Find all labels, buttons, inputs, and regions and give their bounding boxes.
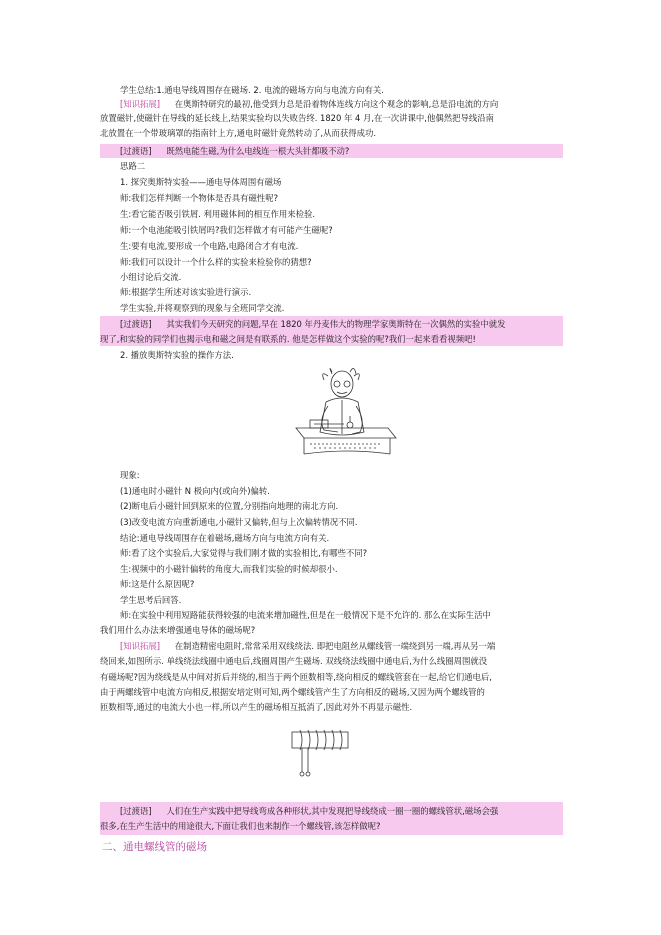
paragraph-text: 在制造精密电阻时,常常采用双线绕法. 即把电阻丝从螺线管一端绕到另一端,再从另一端 [174,641,496,651]
transition-line-1 [120,145,349,157]
dialogue-line: 师:这是什么原因呢? [120,579,195,589]
dialogue-line: 小组讨论后交流. [120,272,182,282]
transition-line-3 [120,805,498,817]
approach-two-heading: 思路二 [120,161,146,171]
paragraph-text: 其实我们今天研究的问题,早在 1820 年丹麦伟大的物理学家奥斯特在一次偶然的实验中就发 [166,319,506,329]
paragraph-text: 匝数相等,通过的电流大小也一样,所以产生的磁场相互抵消了,因此对外不再显示磁性. [100,702,413,712]
phenomenon-heading: 现象: [120,470,140,480]
student-summary-line: 学生总结:1.通电导线周围存在磁场. 2. 电流的磁场方向与电流方向有关. [120,85,384,95]
section-heading: 二、通电螺线管的磁场 [102,841,207,853]
paragraph-text: 现了,和实验的同学们也揭示电和磁之间是有联系的. 他是怎样做这个实验的呢?我们一起来看看视频吧! [100,334,476,344]
phenomenon-item-1: (1)通电时小磁针 N 极向内(或向外)偏转. [120,486,270,496]
dialogue-line: 师:根据学生所述对该实验进行演示. [120,287,252,297]
knowledge-tag: [知识拓展] [120,99,161,109]
knowledge-expansion-2 [120,640,495,652]
conclusion-line: 结论:通电导线周围存在着磁场,磁场方向与电流方向有关. [120,533,330,543]
paragraph-text: 放置磁针,使磁针在导线的延长线上,结果实验均以失败告终. 1820 年 4 月,在一次讲课中,他偶然把导线沿南 [100,113,494,123]
dialogue-line: 师:我们怎样判断一个物体是否具有磁性呢? [120,193,279,203]
paragraph-text: 人们在生产实践中把导线弯成各种形状,其中发现把导线绕成一圈一圈的螺线管状,磁场会强 [166,806,499,816]
paragraph-text: 很多,在生产生活中的用途很大,下面让我们也来制作一个螺线管,该怎样做呢? [100,821,381,831]
transition-tag: [过渡语] [120,806,152,816]
dialogue-line: 生:看它能否吸引铁屑. 利用磁体间的相互作用来检验. [120,209,316,219]
oersted-experiment-illustration [290,362,400,462]
dialogue-line: 师:看了这个实验后,大家觉得与我们刚才做的实验相比,有哪些不同? [120,548,368,558]
transition-tag: [过渡语] [120,319,152,329]
knowledge-expansion-1 [120,98,498,110]
paragraph-text: 在奥斯特研究的最初,他受到力总是沿着物体连线方向这个观念的影响,总是沿电流的方向 [174,99,499,109]
dialogue-line: 生:要有电流,要形成一个电路,电路闭合才有电流. [120,241,299,251]
transition-tag: [过渡语] [120,146,152,156]
paragraph-text: 北放置在一个带玻璃罩的指南针上方,通电时磁针竟然转动了,从而获得成功. [100,128,376,138]
numbered-item-1: 1. 探究奥斯特实验——通电导体周围有磁场 [120,177,282,187]
paragraph-text: 绕回来,如图所示. 单线绕法线圈中通电后,线圈周围产生磁场. 双线绕法线圈中通电后,为什么线圈周围就没 [100,656,488,666]
paragraph-text: 由于两螺线管中电流方向相反,根据安培定则可知,两个螺线管产生了方向相反的磁场,又因为两个螺线管的 [100,687,485,697]
phenomenon-item-3: (3)改变电流方向重新通电,小磁针又偏转,但与上次偏转情况不同. [120,517,358,527]
phenomenon-item-2: (2)断电后小磁针回到原来的位置,分别指向地理的南北方向. [120,501,339,511]
knowledge-tag: [知识拓展] [120,641,161,651]
transition-line-2 [120,318,506,330]
dialogue-line: 师:一个电池能吸引铁屑吗?我们怎样做才有可能产生磁呢? [120,225,333,235]
paragraph-text: 既然电能生磁,为什么电线连一根大头针都吸不动? [166,146,350,156]
numbered-item-2: 2. 播放奥斯特实验的操作方法. [120,350,234,360]
dialogue-line: 师:我们可以设计一个什么样的实验来检验你的猜想? [120,257,312,267]
dialogue-line: 生:视频中的小磁针偏转的角度大,而我们实验的时候却很小. [120,564,338,574]
dialogue-line: 学生思考后回答. [120,595,182,605]
paragraph-text: 我们用什么办法来增强通电导体的磁场呢? [100,625,256,635]
bifilar-winding-diagram [286,726,356,782]
dialogue-line: 师:在实验中利用短路能获得较强的电流来增加磁性,但是在一般情况下是不允许的. 那么在实际生活中 [120,610,491,620]
paragraph-text: 有磁场呢?因为绕线是从中间对折后并绕的,相当于两个匝数相等,绕向相反的螺线管套在一起,给它们通电后, [100,672,492,682]
dialogue-line: 学生实验,并将观察到的现象与全班同学交流. [120,303,285,313]
